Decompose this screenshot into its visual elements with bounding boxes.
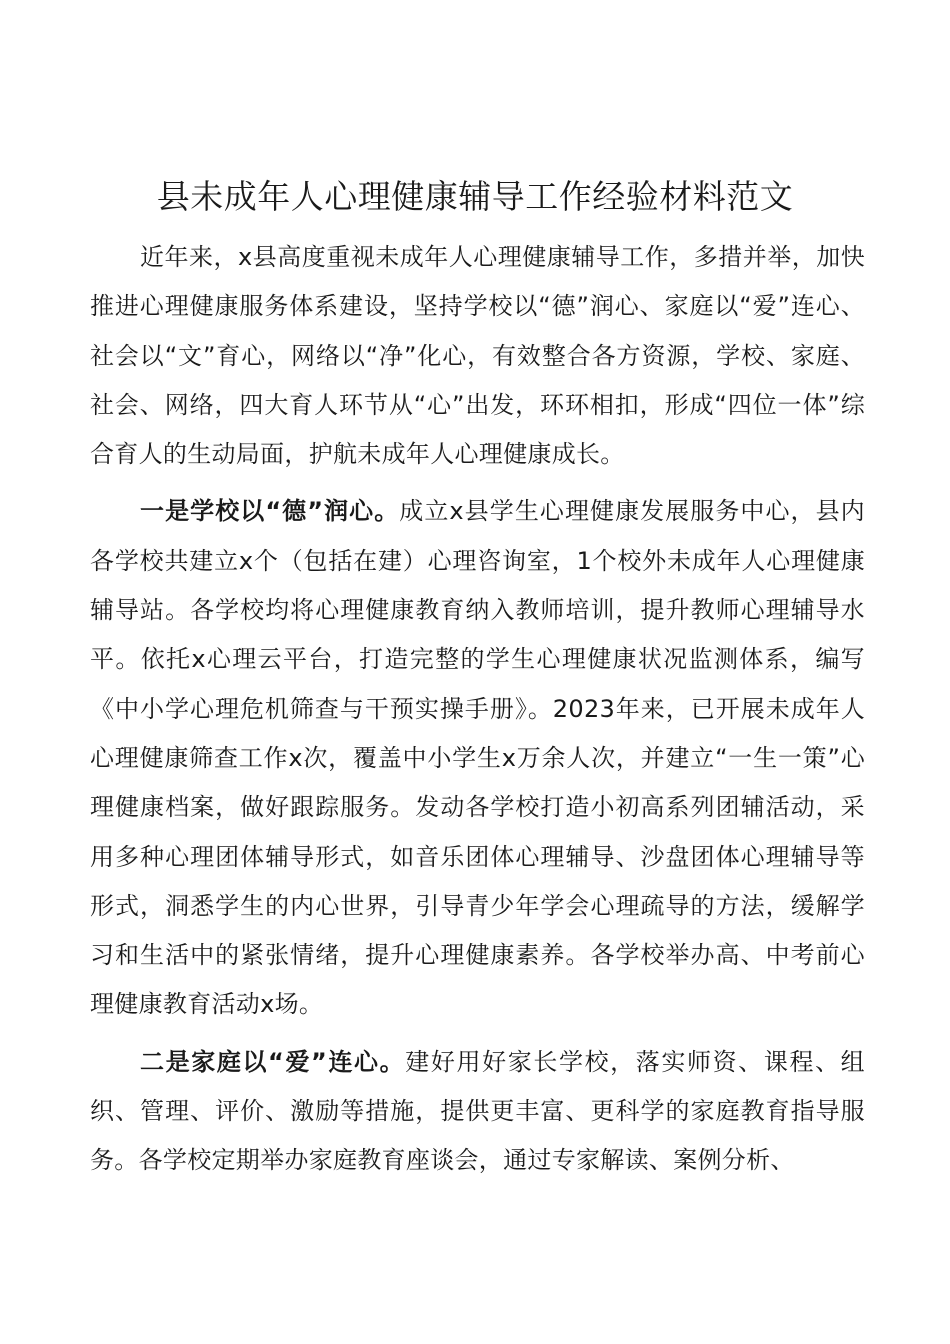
document-body <box>90 233 865 1186</box>
paragraph-family-heading: 二是家庭以“爱”连心。 <box>140 1047 406 1076</box>
paragraph-intro-text: 近年来，x县高度重视未成年人心理健康辅导工作，多措并举，加快推进心理健康服务体系建设，坚持学校以“德”润心、家庭以“爱”连心、社会以“文”育心，网络以“净”化心，有效整合各方资源，学校、家庭、社会、网络，四大育人环节从“心”出发，环环相扣，形成“四位一体”综合育人的生动局面，护航未成年人心理健康成长。 <box>90 243 865 469</box>
paragraph-school-text: 成立x县学生心理健康发展服务中心，县内各学校共建立x个（包括在建）心理咨询室，1个校外未成年人心理健康辅导站。各学校均将心理健康教育纳入教师培训，提升教师心理辅导水平。依托x心理云平台，打造完整的学生心理健康状况监测体系，编写《中小学心理危机筛查与干预实操手册》。2023年来，已开展未成年人心理健康筛查工作x次，覆盖中小学生x万余人次，并建立“一生一策”心理健康档案，做好跟踪服务。发动各学校打造小初高系列团辅活动，采用多种心理团体辅导形式，如音乐团体心理辅导、沙盘团体心理辅导等形式，洞悉学生的内心世界，引导青少年学会心理疏导的方法，缓解学习和生活中的紧张情绪，提升心理健康素养。各学校举办高、中考前心理健康教育活动x场。 <box>90 497 865 1019</box>
paragraph-family-text: 建好用好家长学校，落实师资、课程、组织、管理、评价、激励等措施，提供更丰富、更科学的家庭教育指导服务。各学校定期举办家庭教育座谈会，通过专家解读、案例分析、 <box>90 1047 865 1175</box>
paragraph-school-heading: 一是学校以“德”润心。 <box>140 497 400 526</box>
paragraph-family <box>90 1038 865 1186</box>
paragraph-intro <box>90 233 865 479</box>
paragraph-school <box>90 487 865 1029</box>
document-title: 县未成年人心理健康辅导工作经验材料范文 <box>156 177 794 216</box>
